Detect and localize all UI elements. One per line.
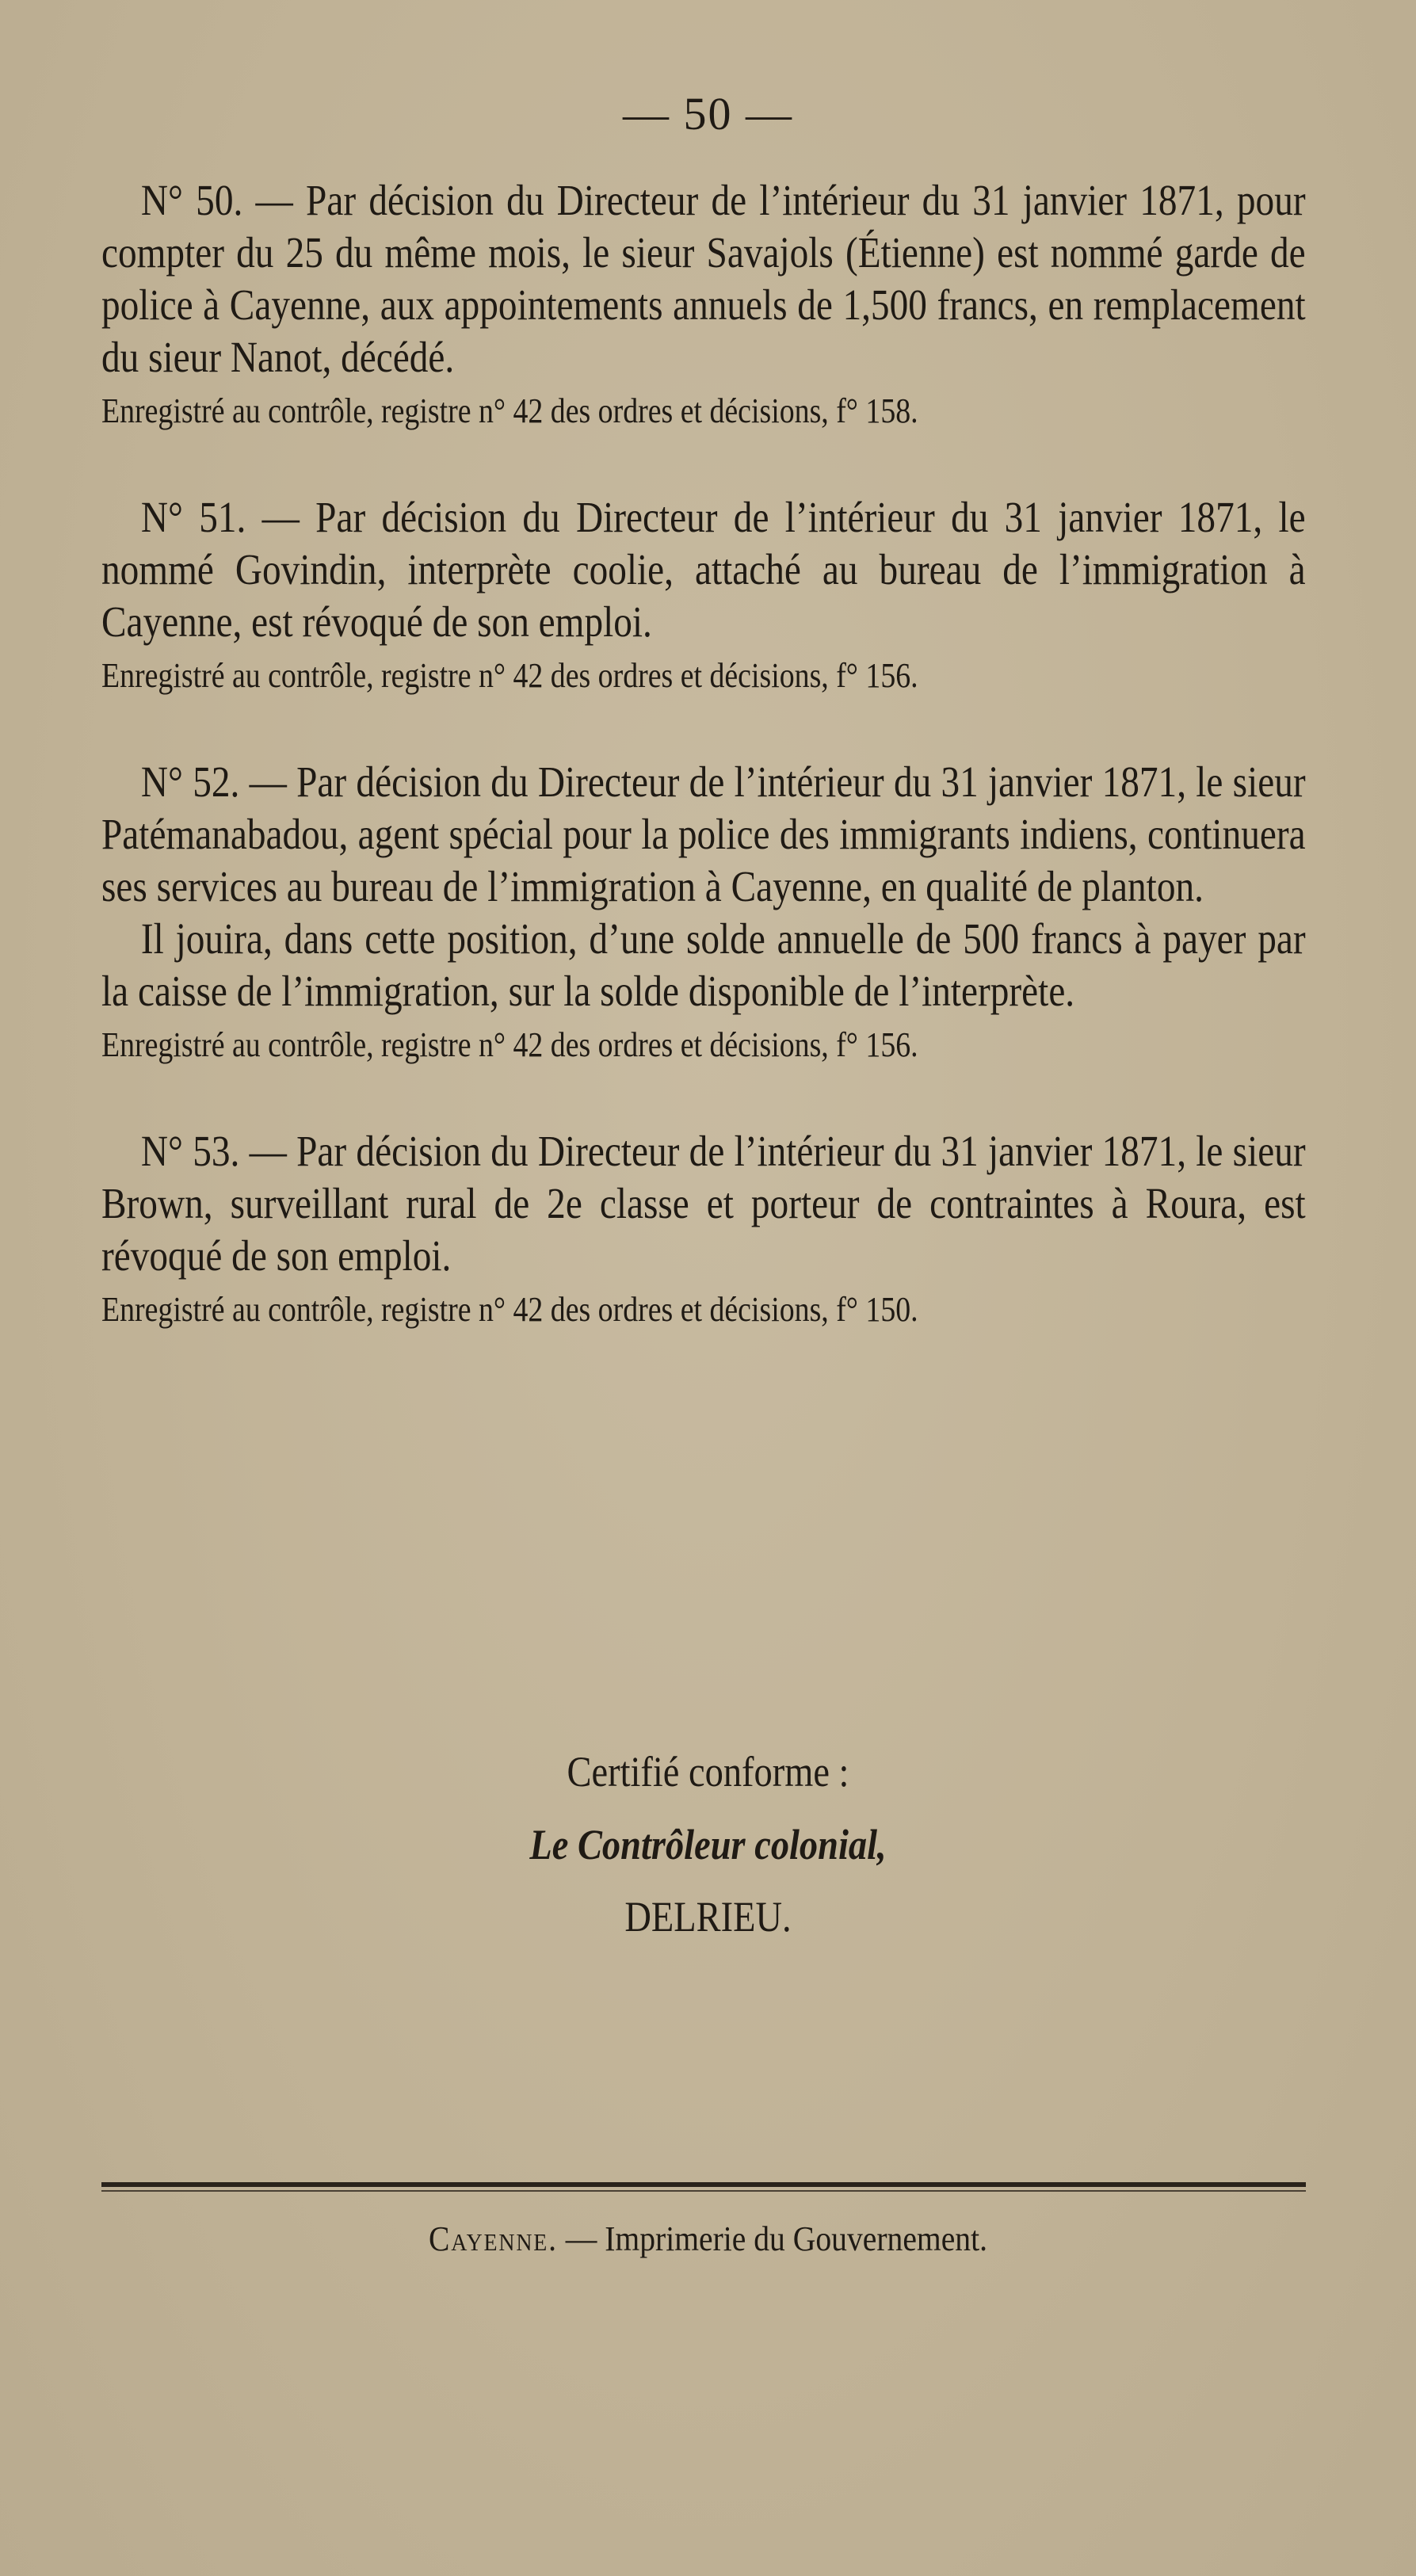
entry-52 [101, 756, 1306, 1067]
entry-paragraph: N° 52. — Par décision du Directeur de l’intérieur du 31 janvier 1871, le sieur Patémanabadou, agent spécial pour la police des immigrants indiens, continuera ses services au bureau de l’immigration à Cayenne, en qualité de planton. [101, 758, 1306, 910]
imprint-place: Cayenne. [428, 2219, 558, 2258]
registration-note: Enregistré au contrôle, registre n° 42 des ordres et décisions, f° 150. [101, 1290, 918, 1329]
entry-paragraph: Il jouira, dans cette position, d’une solde annuelle de 500 francs à payer par la caisse de l’immigration, sur la solde disponible de l’interprète. [101, 914, 1306, 1015]
footer-rule-thin [101, 2190, 1306, 2192]
printer-imprint [71, 2219, 1345, 2259]
certification-signatory: DELRIEU. [624, 1893, 792, 1941]
certification-line: Certifié conforme : [567, 1748, 849, 1796]
entry-paragraph: N° 51. — Par décision du Directeur de l’intérieur du 31 janvier 1871, le nommé Govindin, interprète coolie, attaché au bureau de l’immigration à Cayenne, est révoqué de son emploi. [101, 493, 1306, 646]
entry-paragraph: N° 53. — Par décision du Directeur de l’intérieur du 31 janvier 1871, le sieur Brown, surveillant rural de 2e classe et porteur de contraintes à Roura, est révoqué de son emploi. [101, 1127, 1306, 1280]
entry-53 [101, 1125, 1306, 1331]
page-number: — 50 — [623, 88, 793, 139]
registration-note: Enregistré au contrôle, registre n° 42 des ordres et décisions, f° 156. [101, 1025, 918, 1064]
registration-note: Enregistré au contrôle, registre n° 42 des ordres et décisions, f° 158. [101, 391, 918, 430]
entry-paragraph: N° 50. — Par décision du Directeur de l’intérieur du 31 janvier 1871, pour compter du 25 du même mois, le sieur Savajols (Étienne) est nommé garde de police à Cayenne, aux appointements annuels de 1,500 francs, en remplacement du sieur Nanot, décédé. [101, 176, 1306, 381]
certification-title: Le Contrôleur colonial, [529, 1821, 887, 1868]
entry-50 [101, 174, 1306, 433]
entry-51 [101, 491, 1306, 697]
registration-note: Enregistré au contrôle, registre n° 42 des ordres et décisions, f° 156. [101, 656, 918, 695]
entries-list [101, 174, 1306, 1390]
footer-rule [101, 2182, 1306, 2187]
imprint-text: — Imprimerie du Gouvernement. [557, 2219, 987, 2258]
